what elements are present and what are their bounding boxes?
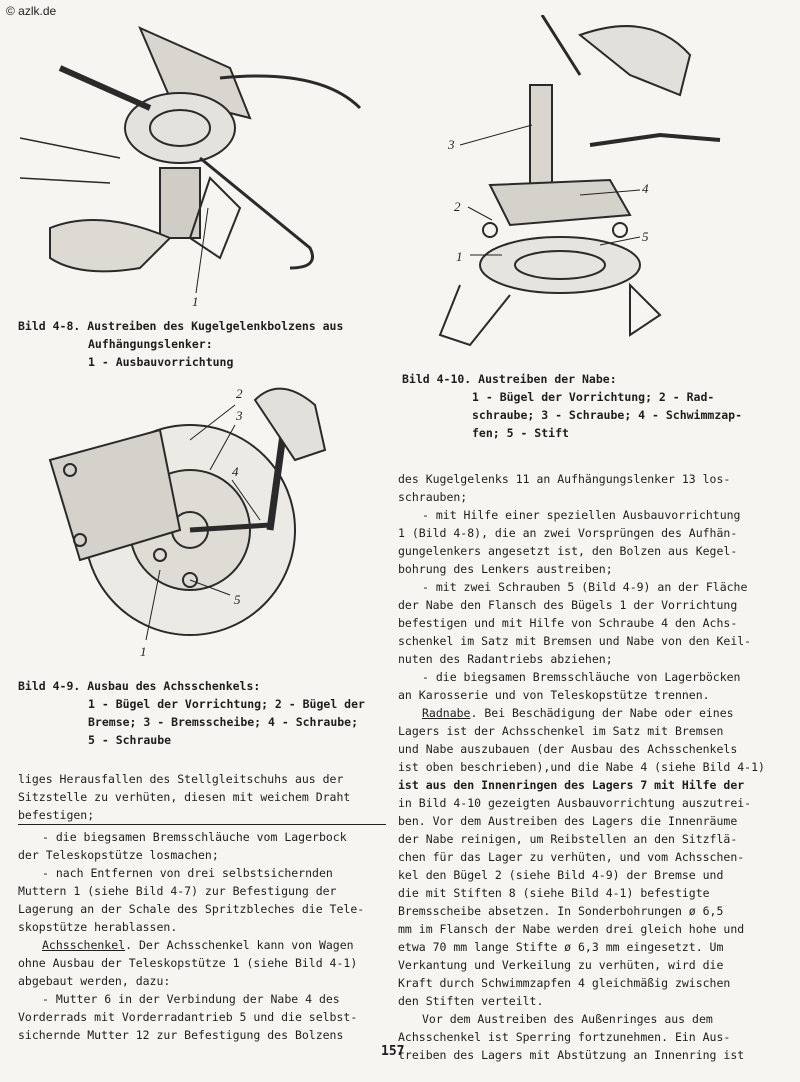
figure-4-8-caption: Bild 4-8. Austreiben des Kugelgelenkbolzens aus Aufhängungslenker: 1 - Ausbauvorrichtung xyxy=(18,319,344,369)
fig48-callout-1: 1 xyxy=(192,294,199,308)
fig49-callout-3: 3 xyxy=(236,408,243,423)
radnabe-heading: Radnabe xyxy=(422,706,471,720)
page-number: 157 xyxy=(381,1044,405,1059)
fig410-callout-5: 5 xyxy=(642,229,649,244)
column-divider-rule xyxy=(18,824,386,825)
fig410-callout-3: 3 xyxy=(448,137,455,152)
achsschenkel-heading: Achsschenkel xyxy=(42,938,126,952)
fig410-callout-2: 2 xyxy=(454,199,461,214)
figure-4-8 xyxy=(20,8,370,308)
figure-4-10-caption: Bild 4-10. Austreiben der Nabe: 1 - Bügel der Vorrichtung; 2 - Rad- schraube; 3 - Schraube; 4 - Schwimmzap- fen; 5 - Stift xyxy=(402,372,743,440)
fig410-callout-4: 4 xyxy=(642,181,649,196)
fig49-callout-4: 4 xyxy=(232,464,239,479)
watermark: © azlk.de xyxy=(6,4,57,18)
left-column-top: liges Herausfallen des Stellgleitschuhs aus der Sitzstelle zu verhüten, diesen mit weichem Draht befestigen; xyxy=(18,772,351,822)
left-column-bottom: - die biegsamen Bremsschläuche vom Lagerbock der Teleskopstütze losmachen; - nach Entfernen von drei selbstsichernden Muttern 1 (siehe Bild 4-7) zur Befestigung der Lagerung an der Schale des Spritzbleches die Tele- skopstütze herablassen. Achsschenkel. Der Achsschenkel kann von Wagen ohne Ausbau der Teleskopstütze 1 (siehe Bild 4-1) abgebaut werden, dazu: - Mutter 6 in der Verbindung der Nabe 4 des Vorderrads mit Vorderradantrieb 5 und die selbst- sichernde Mutter 12 zur Befestigung des Bolzens xyxy=(18,830,365,1042)
figure-4-9 xyxy=(40,380,360,670)
right-column: des Kugelgelenks 11 an Aufhängungslenker 13 los- schrauben; - mit Hilfe einer speziellen Ausbauvorrichtung 1 (Bild 4-8), die an zwei Vorsprüngen des Aufhän- gungelenkers angesetzt ist, den Bolzen aus Kegel- bohrung des Lenkers austreiben; - mit zwei Schrauben 5 (Bild 4-9) an der Fläche der Nabe den Flansch des Bügels 1 der Vorrichtung befestigen und mit Hilfe von Schraube 4 den Achs- schenkel im Satz mit Bremsen und Nabe von den Keil- nuten des Radantriebs abziehen; - die biegsamen Bremsschläuche von Lagerböcken an Karosserie und von Teleskopstütze trennen. Radnabe. Bei Beschädigung der Nabe oder eines Lagers ist der Achsschenkel im Satz mit Bremsen und Nabe auszubauen (der Ausbau des Achsschenkels ist oben beschrieben),und die Nabe 4 (siehe Bild 4-1) ist aus den Innenringen des Lagers 7 mit Hilfe der in Bild 4-10 gezeigten Ausbauvorrichtung auszutrei- ben. Vor dem Austreiben des Lagers die Innenräume der Nabe reinigen, um Reibstellen an den Sitzflä- chen für das Lager zu verhüten, und vom Achsschen- kel den Bügel 2 (siehe Bild 4-9) der Bremse und die mit Stiften 8 (siehe Bild 4-1) befestigte Bremsscheibe absetzen. In Sonderbohrungen ø 6,5 mm im Flansch der Nabe werden drei gleich hohe und etwa 70 mm lange Stifte ø 6,3 mm eingesetzt. Um Verkantung und Verkeilung zu verhüten, wird die Kraft durch Schwimmzapfen 4 gleichmäßig zwischen den Stiften verteilt. Vor dem Austreiben des Außenringes aus dem Achsschenkel ist Sperring fortzunehmen. Ein Aus- treiben des Lagers mit Abstützung an Innenring ist xyxy=(398,472,765,1062)
fig49-callout-2: 2 xyxy=(236,386,243,401)
figure-4-9-caption: Bild 4-9. Ausbau des Achsschenkels: 1 - Bügel der Vorrichtung; 2 - Bügel der Bremse; 3 - Bremsscheibe; 4 - Schraube; 5 - Schraube xyxy=(18,679,365,747)
fig49-callout-5: 5 xyxy=(234,592,241,607)
figure-4-10 xyxy=(430,15,770,365)
fig410-callout-1: 1 xyxy=(456,249,463,264)
fig49-callout-1: 1 xyxy=(140,644,147,659)
